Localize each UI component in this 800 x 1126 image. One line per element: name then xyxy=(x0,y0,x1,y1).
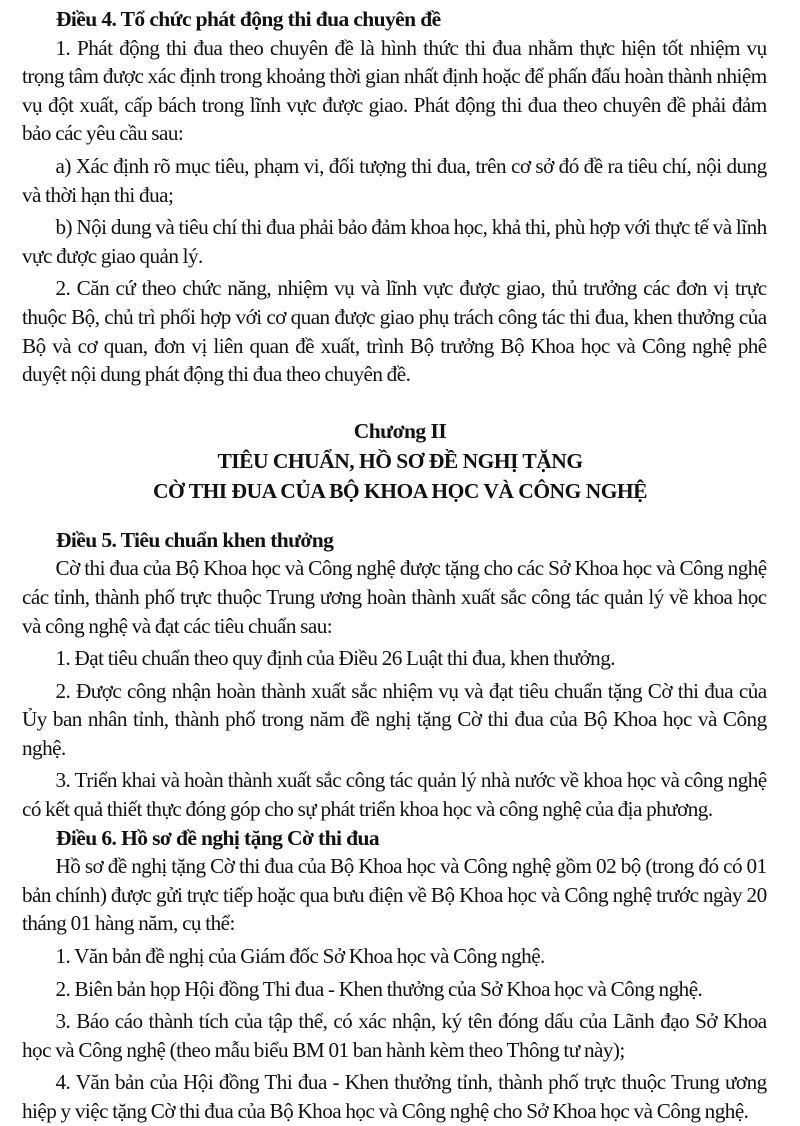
chapter-title-line-1: TIÊU CHUẨN, HỒ SƠ ĐỀ NGHỊ TẶNG xyxy=(217,448,583,473)
chapter-title-line-2: CỜ THI ĐUA CỦA BỘ KHOA HỌC VÀ CÔNG NGHỆ xyxy=(153,478,647,503)
article-5-item-2: 2. Được công nhận hoàn thành xuất sắc nhiệm vụ và đạt tiêu chuẩn tặng Cờ thi đua của Ủy ban nhân tỉnh, thành phố trong năm đề nghị tặng Cờ thi đua của Bộ Khoa học và Công nghệ. xyxy=(22,678,767,760)
article-5-intro: Cờ thi đua của Bộ Khoa học và Công nghệ được tặng cho các Sở Khoa học và Công nghệ các tỉnh, thành phố trực thuộc Trung ương hoàn thành xuất sắc công tác quản lý về khoa học và công nghệ và đạt các tiêu chuẩn sau: xyxy=(22,556,767,638)
article-4-paragraph-1: 1. Phát động thi đua theo chuyên đề là hình thức thi đua nhằm thực hiện tốt nhiệm vụ trọng tâm được xác định trong khoảng thời gian nhất định hoặc để phấn đấu hoàn thành nhiệm vụ đột xuất, cấp bách trong lĩnh vực được giao. Phát động thi đua theo chuyên đề phải đảm bảo các yêu cầu sau: xyxy=(22,35,767,146)
article-5 xyxy=(22,526,778,824)
chapter-name: Chương II xyxy=(353,418,447,443)
article-5-item-3: 3. Triển khai và hoàn thành xuất sắc công tác quản lý nhà nước về khoa học và công nghệ có kết quả thiết thực đóng góp cho sự phát triển khoa học và công nghệ của địa phương. xyxy=(22,768,767,822)
article-5-item-1: 1. Đạt tiêu chuẩn theo quy định của Điều 26 Luật thi đua, khen thưởng. xyxy=(55,646,616,671)
article-6-intro: Hồ sơ đề nghị tặng Cờ thi đua của Bộ Khoa học và Công nghệ gồm 02 bộ (trong đó có 01 bản chính) được gửi trực tiếp hoặc qua bưu điện về Bộ Khoa học và Công nghệ trước ngày 20 tháng 01 hàng năm, cụ thể: xyxy=(22,854,767,936)
article-6-item-4: 4. Văn bản của Hội đồng Thi đua - Khen thưởng tỉnh, thành phố trực thuộc Trung ương hiệp y việc tặng Cờ thi đua của Bộ Khoa học và Công nghệ cho Sở Khoa học và Công nghệ. xyxy=(22,1070,767,1123)
article-6 xyxy=(22,824,778,1126)
article-4 xyxy=(22,5,778,389)
chapter-heading xyxy=(22,416,778,506)
article-6-item-1: 1. Văn bản đề nghị của Giám đốc Sở Khoa học và Công nghệ. xyxy=(55,944,545,969)
article-4-heading: Điều 4. Tổ chức phát động thi đua chuyên đề xyxy=(56,7,441,31)
article-5-heading: Điều 5. Tiêu chuẩn khen thưởng xyxy=(56,527,334,552)
article-6-item-2: 2. Biên bản họp Hội đồng Thi đua - Khen thưởng của Sở Khoa học và Công nghệ. xyxy=(55,976,703,1001)
article-4-item-a: a) Xác định rõ mục tiêu, phạm vi, đối tượng thi đua, trên cơ sở đó đề ra tiêu chí, nội dung và thời hạn thi đua; xyxy=(22,153,767,207)
article-4-item-b: b) Nội dung và tiêu chí thi đua phải bảo đảm khoa học, khả thi, phù hợp với thực tế và lĩnh vực được giao quản lý. xyxy=(22,215,767,268)
article-6-item-3: 3. Báo cáo thành tích của tập thể, có xác nhận, ký tên đóng dấu của Lãnh đạo Sở Khoa học và Công nghệ (theo mẫu biểu BM 01 ban hành kèm theo Thông tư này); xyxy=(22,1009,767,1062)
article-6-heading: Điều 6. Hồ sơ đề nghị tặng Cờ thi đua xyxy=(56,825,379,850)
article-4-paragraph-2: 2. Căn cứ theo chức năng, nhiệm vụ và lĩnh vực được giao, thủ trưởng các đơn vị trực thuộc Bộ, chủ trì phối hợp với cơ quan được giao phụ trách công tác thi đua, khen thưởng của Bộ và cơ quan, đơn vị liên quan đề xuất, trình Bộ trưởng Bộ Khoa học và Công nghệ phê duyệt nội dung phát động thi đua theo chuyên đề. xyxy=(22,276,767,387)
